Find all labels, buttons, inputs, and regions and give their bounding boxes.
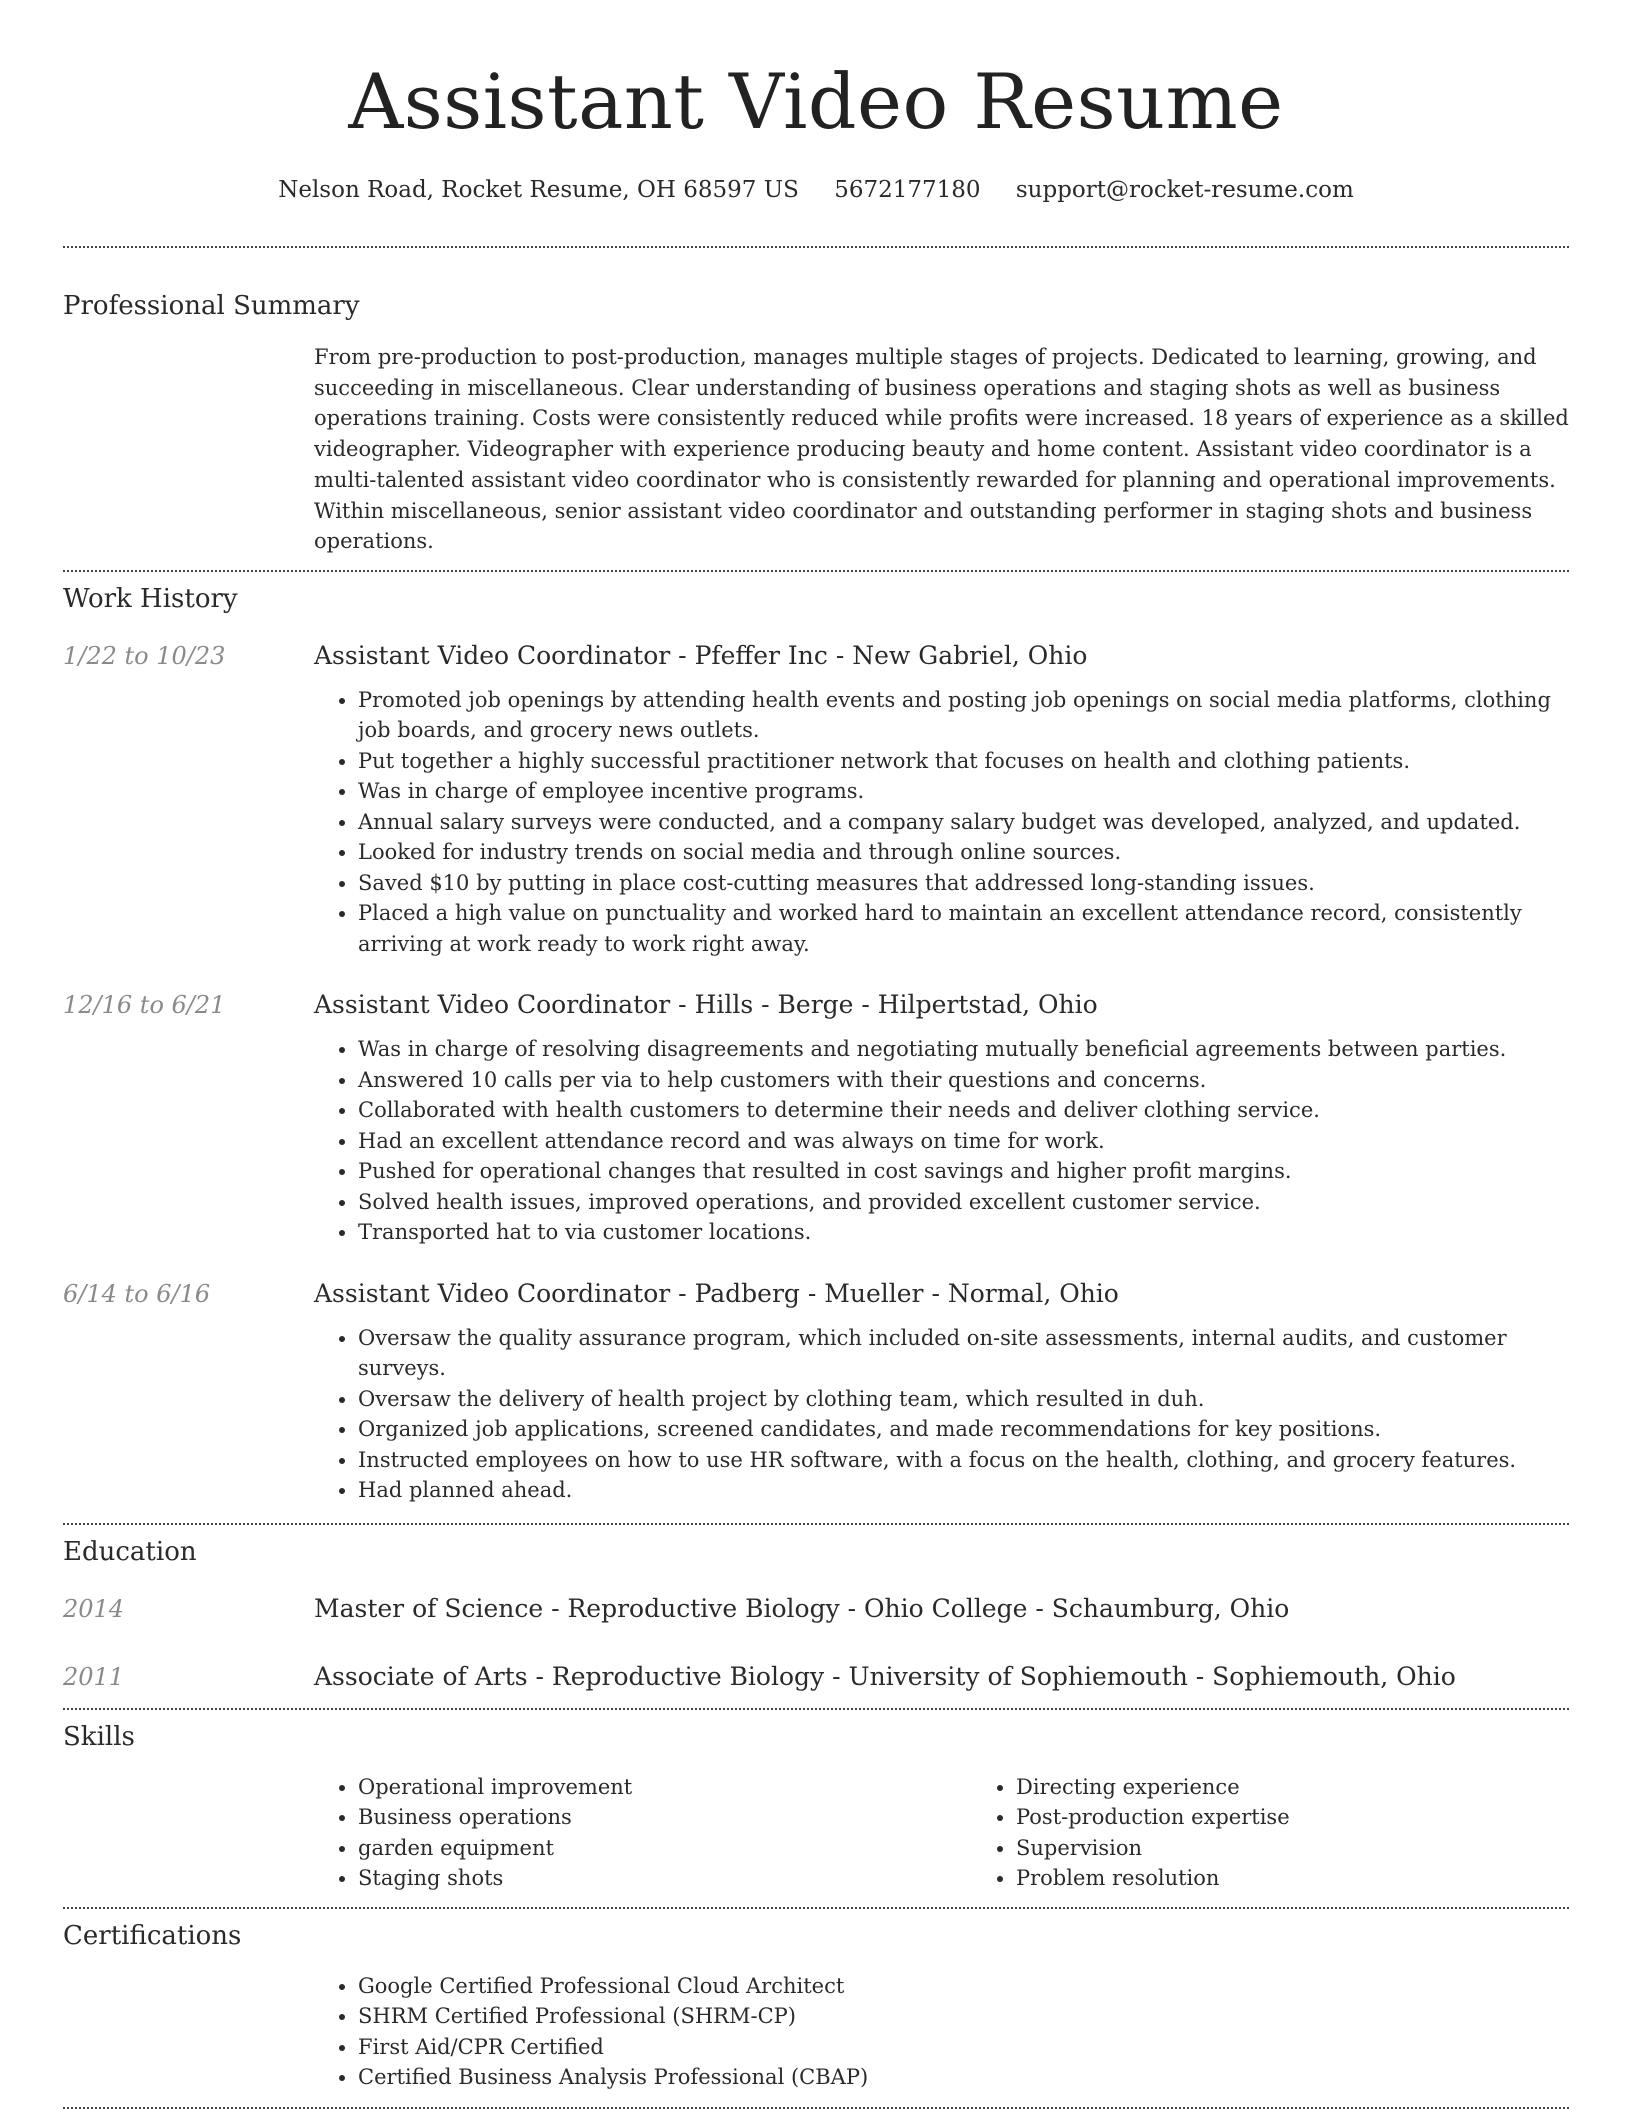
list-item: • First Aid/CPR Certified (358, 2032, 1569, 2063)
certifications-section (63, 1909, 1569, 2093)
list-item: • Operational improvement (358, 1772, 972, 1803)
list-item: • Pushed for operational changes that resulted in cost savings and higher profit margins. (358, 1156, 1569, 1187)
list-item: • Looked for industry trends on social media and through online sources. (358, 837, 1569, 868)
job-bullets (314, 1323, 1569, 1506)
job-entry (63, 988, 1569, 1248)
list-item: • Promoted job openings by attending health events and posting job openings on social media platforms, clothing job boards, and grocery news outlets. (358, 685, 1569, 746)
list-item: • Directing experience (1016, 1772, 1290, 1803)
address: Nelson Road, Rocket Resume, OH 68597 US (278, 177, 799, 203)
education-entry (63, 1660, 1569, 1694)
summary-section (63, 248, 1569, 557)
list-item: • Had planned ahead. (358, 1475, 1569, 1506)
education-year: 2011 (63, 1662, 125, 1691)
list-item: • Was in charge of resolving disagreements and negotiating mutually beneficial agreements between parties. (358, 1034, 1569, 1065)
education-degree: Associate of Arts - Reproductive Biology - University of Sophiemouth - Sophiemouth, Ohio (314, 1661, 1456, 1691)
list-item: • SHRM Certified Professional (SHRM-CP) (358, 2001, 1569, 2032)
list-item: • Oversaw the delivery of health project by clothing team, which resulted in duh. (358, 1384, 1569, 1415)
list-item: • Google Certified Professional Cloud Architect (358, 1971, 1569, 2002)
list-item: • Was in charge of employee incentive programs. (358, 776, 1569, 807)
list-item: • Business operations (358, 1802, 972, 1833)
job-entry (63, 1277, 1569, 1506)
skills-grid (314, 1772, 1569, 1894)
section-title-skills: Skills (63, 1721, 135, 1752)
education-year: 2014 (63, 1594, 125, 1623)
job-entry (63, 639, 1569, 960)
job-heading: Assistant Video Coordinator - Hills - Berge - Hilpertstad, Ohio (314, 990, 1098, 1020)
certifications-list (314, 1971, 1569, 2093)
list-item: • Oversaw the quality assurance program, which included on-site assessments, internal audits, and customer surveys. (358, 1323, 1569, 1384)
phone: 5672177180 (834, 177, 981, 203)
job-heading: Assistant Video Coordinator - Padberg - Mueller - Normal, Ohio (314, 1278, 1119, 1308)
contact-line (63, 174, 1569, 206)
list-item: • Solved health issues, improved operations, and provided excellent customer service. (358, 1187, 1569, 1218)
resume-name: Assistant Video Resume (348, 57, 1284, 146)
job-bullets (314, 1034, 1569, 1248)
list-item: • Supervision (1016, 1833, 1290, 1864)
list-item: • garden equipment (358, 1833, 972, 1864)
skills-list-right (972, 1772, 1290, 1894)
education-section (63, 1525, 1569, 1694)
list-item: • Staging shots (358, 1863, 972, 1894)
list-item: • Collaborated with health customers to determine their needs and deliver clothing service. (358, 1095, 1569, 1126)
job-dates: 12/16 to 6/21 (63, 991, 226, 1020)
education-entry (63, 1592, 1569, 1626)
section-title-certifications: Certifications (63, 1920, 242, 1951)
list-item: • Transported hat to via customer locations. (358, 1217, 1569, 1248)
job-heading: Assistant Video Coordinator - Pfeffer Inc - New Gabriel, Ohio (314, 640, 1088, 670)
education-degree: Master of Science - Reproductive Biology - Ohio College - Schaumburg, Ohio (314, 1593, 1290, 1623)
job-bullets (314, 685, 1569, 960)
list-item: • Put together a highly successful practitioner network that focuses on health and clothing patients. (358, 746, 1569, 777)
list-item: • Answered 10 calls per via to help customers with their questions and concerns. (358, 1065, 1569, 1096)
summary-text: From pre-production to post-production, manages multiple stages of projects. Dedicated to learning, growing, and succeeding in miscellaneous. Clear understanding of business operations and staging shots as well as business operations training. Costs were consistently reduced while profits were increased. 18 years of experience as a skilled videographer. Videographer with experience producing beauty and home content. Assistant video coordinator is a multi-talented assistant video coordinator who is consistently rewarded for planning and operational improvements. Within miscellaneous, senior assistant video coordinator and outstanding performer in staging shots and business operations. (314, 345, 1569, 554)
divider (63, 2107, 1569, 2109)
section-title-education: Education (63, 1536, 197, 1567)
skills-list-left (314, 1772, 972, 1894)
job-dates: 6/14 to 6/16 (63, 1279, 211, 1308)
list-item: • Post-production expertise (1016, 1802, 1290, 1833)
list-item: • Placed a high value on punctuality and worked hard to maintain an excellent attendance record, consistently arriving at work ready to work right away. (358, 898, 1569, 959)
list-item: • Certified Business Analysis Professional (CBAP) (358, 2062, 1569, 2093)
list-item: • Annual salary surveys were conducted, and a company salary budget was developed, analyzed, and updated. (358, 807, 1569, 838)
section-title-work: Work History (63, 583, 238, 614)
job-dates: 1/22 to 10/23 (63, 641, 226, 670)
list-item: • Saved $10 by putting in place cost-cutting measures that addressed long-standing issues. (358, 868, 1569, 899)
list-item: • Problem resolution (1016, 1863, 1290, 1894)
work-section (63, 572, 1569, 1506)
skills-section (63, 1710, 1569, 1894)
list-item: • Instructed employees on how to use HR software, with a focus on the health, clothing, and grocery features. (358, 1445, 1569, 1476)
email: support@rocket-resume.com (1015, 177, 1354, 203)
section-title-summary: Professional Summary (63, 291, 360, 321)
list-item: • Organized job applications, screened candidates, and made recommendations for key positions. (358, 1414, 1569, 1445)
list-item: • Had an excellent attendance record and was always on time for work. (358, 1126, 1569, 1157)
